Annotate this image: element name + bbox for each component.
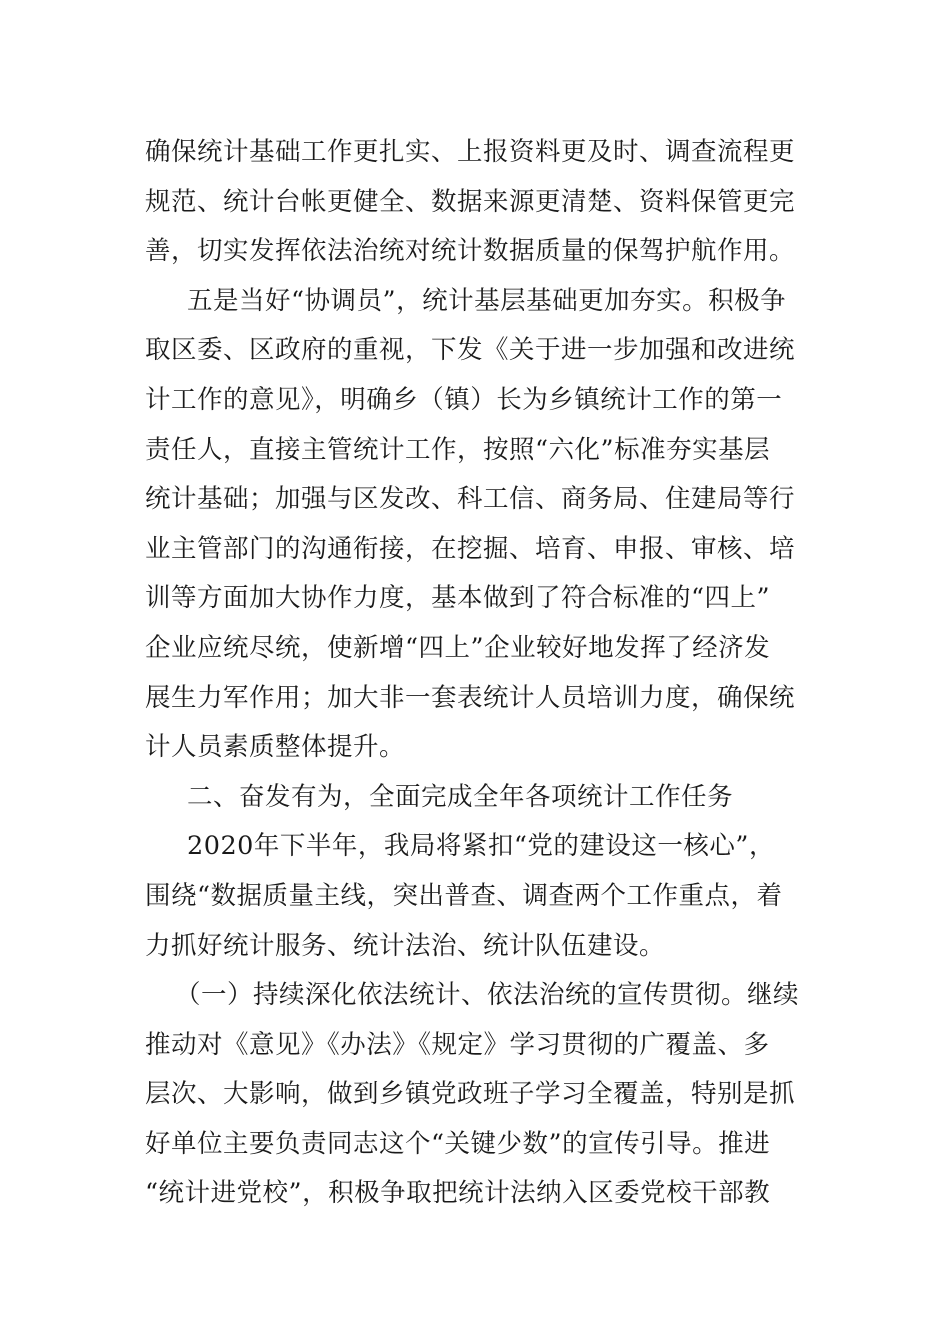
text-line: 层次、大影响，做到乡镇党政班子学习全覆盖，特别是抓 [145, 1079, 796, 1110]
paragraph-start-line: 2020年下半年，我局将紧扣“党的建设这一核心”， [187, 831, 775, 862]
paragraph-start-line: 五是当好“协调员”，统计基层基础更加夯实。积极争 [187, 285, 787, 316]
text-line: 推动对《意见》《办法》《规定》学习贯彻的广覆盖、多 [145, 1029, 770, 1060]
text-line: 统计基础；加强与区发改、科工信、商务局、住建局等行 [145, 484, 796, 515]
text-line: “统计进党校”，积极争取把统计法纳入区委党校干部教 [145, 1178, 771, 1209]
text-line: 规范、统计台帐更健全、数据来源更清楚、资料保管更完 [145, 186, 796, 217]
body-text [145, 128, 810, 1219]
text-line: 好单位主要负责同志这个“关键少数”的宣传引导。推进 [145, 1128, 771, 1159]
section-heading: 二、奋发有为，全面完成全年各项统计工作任务 [187, 781, 734, 812]
text-line: 力抓好统计服务、统计法治、统计队伍建设。 [145, 930, 666, 961]
text-line: 围绕“数据质量主线，突出普查、调查两个工作重点，着 [145, 880, 783, 911]
text-line: 计工作的意见》，明确乡（镇）长为乡镇统计工作的第一 [145, 384, 783, 415]
text-line: 责任人，直接主管统计工作，按照“六化”标准夯实基层 [145, 434, 771, 465]
text-line: 企业应统尽统，使新增“四上”企业较好地发挥了经济发 [145, 632, 771, 663]
text-line: 取区委、区政府的重视，下发《关于进一步加强和改进统 [145, 335, 796, 366]
text-line: 展生力军作用；加大非一套表统计人员培训力度，确保统 [145, 682, 796, 713]
text-line: 业主管部门的沟通衔接，在挖掘、培育、申报、审核、培 [145, 533, 796, 564]
text-line: 训等方面加大协作力度，基本做到了符合标准的“四上” [145, 583, 771, 614]
text-line: 计人员素质整体提升。 [145, 732, 406, 763]
text-line: 确保统计基础工作更扎实、上报资料更及时、调查流程更 [145, 137, 796, 167]
subsection-start-line: （一）持续深化依法统计、依法治统的宣传贯彻。继续 [175, 980, 800, 1011]
text-line: 善，切实发挥依法治统对统计数据质量的保驾护航作用。 [145, 236, 796, 267]
